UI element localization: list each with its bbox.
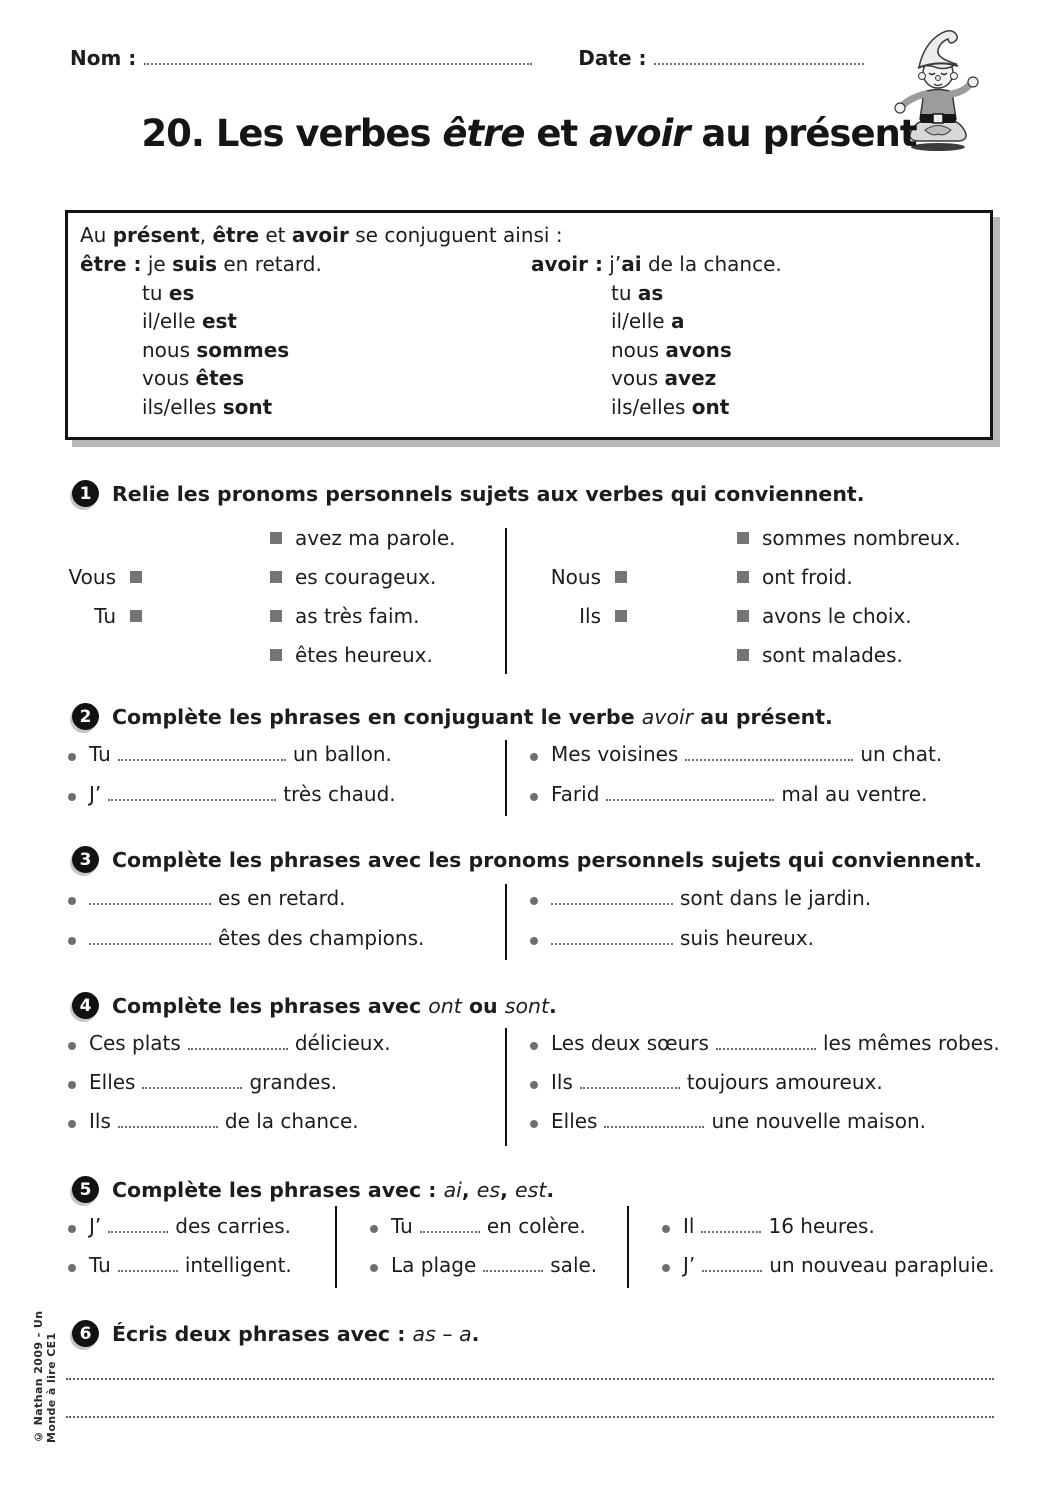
column-divider bbox=[505, 740, 507, 816]
date-blank-line bbox=[654, 63, 864, 65]
match-square-icon bbox=[270, 571, 282, 583]
exercise-1-number-badge: 1 bbox=[72, 480, 99, 507]
exercise-2-right-items bbox=[530, 742, 942, 822]
answer-blank bbox=[702, 1270, 762, 1272]
fill-in-sentence: Tu intelligent. bbox=[68, 1253, 292, 1283]
exercise-3-left-items bbox=[68, 886, 424, 966]
fill-in-sentence: Les deux sœurs les mêmes robes. bbox=[530, 1031, 1000, 1061]
bullet-icon bbox=[530, 1081, 538, 1089]
exercise-5-number-badge: 5 bbox=[72, 1176, 99, 1203]
answer-blank bbox=[118, 1270, 178, 1272]
match-square-icon bbox=[737, 532, 749, 544]
answer-blank bbox=[483, 1270, 543, 1272]
column-divider bbox=[335, 1206, 337, 1288]
answer-blank bbox=[118, 759, 286, 761]
match-verb: sont malades. bbox=[762, 643, 903, 667]
match-square-icon bbox=[737, 610, 749, 622]
title-number: 20. bbox=[141, 112, 204, 155]
match-verb: avez ma parole. bbox=[295, 526, 456, 550]
page-title: 20. Les verbes être et avoir au présent bbox=[141, 112, 917, 155]
fill-in-sentence: Elles une nouvelle maison. bbox=[530, 1109, 1000, 1139]
exercise-5-heading bbox=[72, 1176, 554, 1203]
conjugation-rule-box bbox=[65, 210, 993, 440]
bullet-icon bbox=[370, 1264, 378, 1272]
exercise-4-title: Complète les phrases avec ont ou sont. bbox=[112, 993, 557, 1018]
answer-blank bbox=[580, 1087, 680, 1089]
exercise-6-number-badge: 6 bbox=[72, 1320, 99, 1347]
exercise-1-heading bbox=[72, 480, 865, 507]
match-pronoun: Ils bbox=[579, 604, 601, 628]
answer-blank bbox=[604, 1126, 704, 1128]
copyright-text: © Nathan 2009 - Un Monde à lire CE1 bbox=[32, 1310, 58, 1443]
answer-blank bbox=[701, 1231, 761, 1233]
bullet-icon bbox=[68, 1042, 76, 1050]
bullet-icon bbox=[530, 1120, 538, 1128]
match-pronoun: Vous bbox=[68, 565, 116, 589]
answer-blank bbox=[108, 799, 276, 801]
match-pronoun: Tu bbox=[94, 604, 116, 628]
answer-blank bbox=[89, 903, 211, 905]
exercise-5-title: Complète les phrases avec : ai, es, est. bbox=[112, 1177, 555, 1202]
bullet-icon bbox=[530, 793, 538, 801]
fill-in-sentence: J’ des carries. bbox=[68, 1214, 292, 1244]
fill-in-sentence: Ils toujours amoureux. bbox=[530, 1070, 1000, 1100]
exercise-3-title: Complète les phrases avec les pronoms personnels sujets qui conviennent. bbox=[112, 847, 982, 872]
bullet-icon bbox=[68, 1264, 76, 1272]
bullet-icon bbox=[68, 937, 76, 945]
bullet-icon bbox=[530, 753, 538, 761]
match-square-icon bbox=[270, 532, 282, 544]
bullet-icon bbox=[662, 1264, 670, 1272]
bullet-icon bbox=[68, 793, 76, 801]
bullet-icon bbox=[68, 1120, 76, 1128]
answer-blank bbox=[716, 1048, 816, 1050]
answer-blank bbox=[142, 1087, 242, 1089]
match-pronoun: Nous bbox=[550, 565, 601, 589]
fill-in-sentence: sont dans le jardin. bbox=[530, 886, 871, 916]
answer-blank bbox=[108, 1231, 168, 1233]
fill-in-sentence: Il 16 heures. bbox=[662, 1214, 995, 1244]
match-square-icon bbox=[270, 610, 282, 622]
match-square-icon bbox=[615, 610, 627, 622]
fill-in-sentence: Tu en colère. bbox=[370, 1214, 597, 1244]
avoir-conjugation-column: avoir : j’ai de la chance. tu as il/elle a nous avons vous avez ils/elles ont bbox=[531, 252, 782, 419]
fill-in-sentence: Elles grandes. bbox=[68, 1070, 391, 1100]
answer-blank bbox=[188, 1048, 288, 1050]
bullet-icon bbox=[530, 937, 538, 945]
exercise-5-column-2 bbox=[370, 1214, 597, 1292]
exercise-2-left-items bbox=[68, 742, 396, 822]
fill-in-sentence: Farid mal au ventre. bbox=[530, 782, 942, 812]
column-divider bbox=[505, 528, 507, 674]
name-date-row bbox=[70, 46, 864, 70]
answer-blank bbox=[551, 943, 673, 945]
exercise-4-number-badge: 4 bbox=[72, 992, 99, 1019]
match-verb: êtes heureux. bbox=[295, 643, 433, 667]
match-square-icon bbox=[130, 571, 142, 583]
fill-in-sentence: Ces plats délicieux. bbox=[68, 1031, 391, 1061]
column-divider bbox=[627, 1206, 629, 1288]
answer-blank bbox=[420, 1231, 480, 1233]
fill-in-sentence: Mes voisines un chat. bbox=[530, 742, 942, 772]
match-square-icon bbox=[737, 571, 749, 583]
exercise-2-title: Complète les phrases en conjuguant le verbe avoir au présent. bbox=[112, 704, 833, 729]
exercise-5-column-3 bbox=[662, 1214, 995, 1292]
fill-in-sentence: êtes des champions. bbox=[68, 926, 424, 956]
bullet-icon bbox=[68, 897, 76, 905]
exercise-1-matching-area bbox=[65, 524, 995, 676]
exercise-3-right-items bbox=[530, 886, 871, 966]
bullet-icon bbox=[68, 1225, 76, 1233]
fill-in-sentence: Tu un ballon. bbox=[68, 742, 396, 772]
column-divider bbox=[505, 1028, 507, 1146]
bullet-icon bbox=[68, 1081, 76, 1089]
exercise-5-column-1 bbox=[68, 1214, 292, 1292]
exercise-1-title: Relie les pronoms personnels sujets aux verbes qui conviennent. bbox=[112, 481, 865, 506]
bullet-icon bbox=[662, 1225, 670, 1233]
match-verb: ont froid. bbox=[762, 565, 853, 589]
name-blank-line bbox=[144, 63, 532, 65]
match-square-icon bbox=[615, 571, 627, 583]
fill-in-sentence: La plage sale. bbox=[370, 1253, 597, 1283]
bullet-icon bbox=[68, 753, 76, 761]
fill-in-sentence: suis heureux. bbox=[530, 926, 871, 956]
answer-blank bbox=[606, 799, 774, 801]
etre-conjugation-column: être : je suis en retard. tu es il/elle est nous sommes vous êtes ils/elles sont bbox=[80, 252, 322, 419]
name-label: Nom : bbox=[70, 46, 137, 70]
fill-in-sentence: Ils de la chance. bbox=[68, 1109, 391, 1139]
answer-blank bbox=[89, 943, 211, 945]
exercise-6-heading bbox=[72, 1320, 479, 1347]
match-verb: es courageux. bbox=[295, 565, 437, 589]
match-square-icon bbox=[270, 649, 282, 661]
exercise-4-left-items bbox=[68, 1031, 391, 1148]
match-square-icon bbox=[737, 649, 749, 661]
fill-in-sentence: es en retard. bbox=[68, 886, 424, 916]
fill-in-sentence: J’ un nouveau parapluie. bbox=[662, 1253, 995, 1283]
exercise-3-number-badge: 3 bbox=[72, 846, 99, 873]
bullet-icon bbox=[530, 897, 538, 905]
date-label: Date : bbox=[578, 46, 647, 70]
fill-in-sentence: J’ très chaud. bbox=[68, 782, 396, 812]
exercise-6-title: Écris deux phrases avec : as – a. bbox=[112, 1321, 480, 1346]
rule-intro: Au présent, être et avoir se conjuguent ainsi : bbox=[80, 223, 563, 247]
exercise-2-number-badge: 2 bbox=[72, 703, 99, 730]
match-verb: sommes nombreux. bbox=[762, 526, 961, 550]
answer-blank bbox=[551, 903, 673, 905]
exercise-2-heading bbox=[72, 703, 833, 730]
exercise-3-heading bbox=[72, 846, 982, 873]
answer-blank bbox=[118, 1126, 218, 1128]
writing-line bbox=[66, 1416, 994, 1418]
answer-blank bbox=[685, 759, 853, 761]
match-verb: as très faim. bbox=[295, 604, 420, 628]
match-square-icon bbox=[130, 610, 142, 622]
bullet-icon bbox=[530, 1042, 538, 1050]
writing-line bbox=[66, 1378, 994, 1380]
column-divider bbox=[505, 884, 507, 960]
bullet-icon bbox=[370, 1225, 378, 1233]
match-verb: avons le choix. bbox=[762, 604, 912, 628]
exercise-4-right-items bbox=[530, 1031, 1000, 1148]
exercise-4-heading bbox=[72, 992, 557, 1019]
